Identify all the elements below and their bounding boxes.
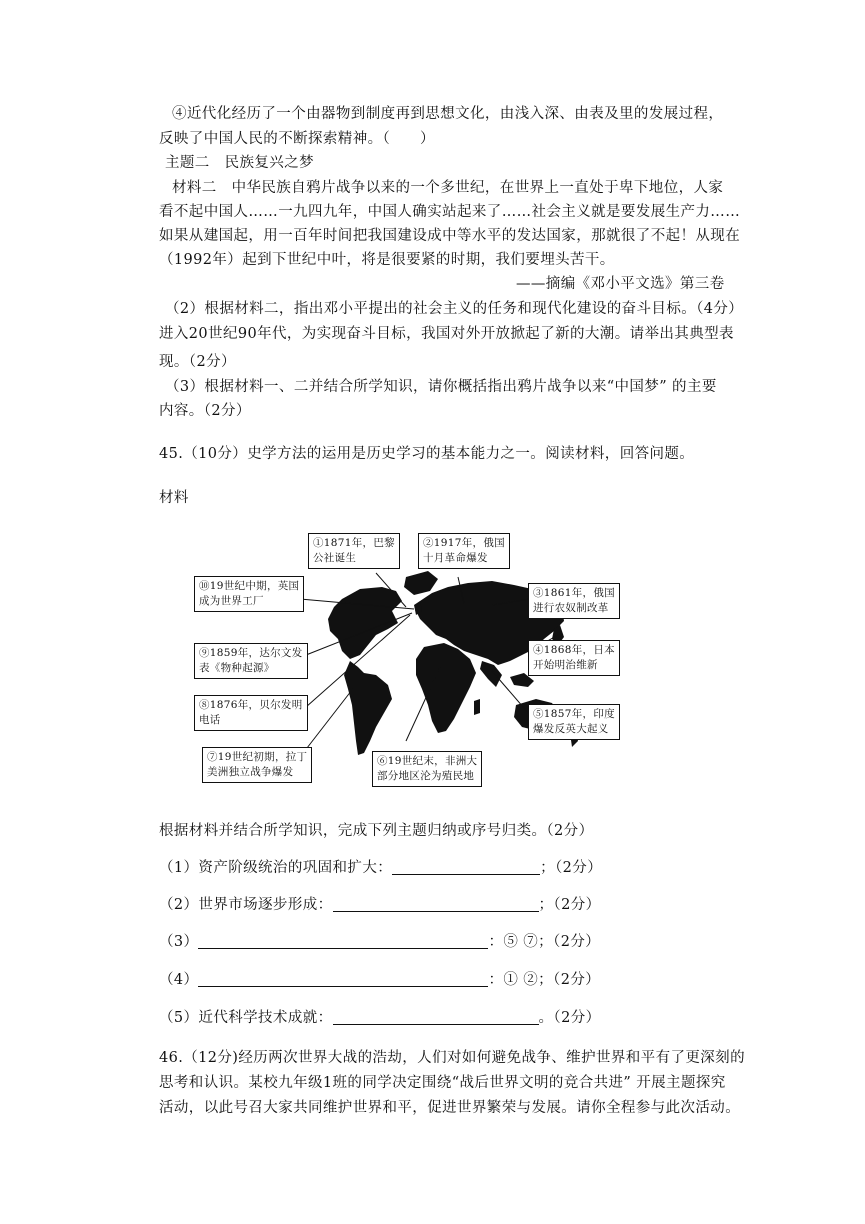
caption-9-line1: ⑨1859年，达尔文发	[199, 647, 303, 659]
item-5-suffix: 。（2分）	[538, 1010, 601, 1026]
caption-2-line1: ②1917年，俄国	[423, 537, 505, 549]
material2-line3: 如果从建国起，用一百年时间把我国建设成中等水平的发达国家，那就很了不起！从现在	[159, 228, 741, 244]
q45-intro: 45.（10分）史学方法的运用是历史学习的基本能力之一。阅读材料，回答问题。	[159, 446, 695, 462]
item-3-suffix: ：⑤ ⑦；（2分）	[488, 934, 601, 950]
caption-9-line2: 表《物种起源》	[199, 662, 275, 674]
question3-line1: （3）根据材料一、二并结合所学知识，请你概括指出鸦片战争以来“中国梦” 的主要	[165, 379, 717, 395]
caption-8-telephone	[194, 695, 308, 731]
caption-7-line2: 美洲独立战争爆发	[207, 766, 294, 778]
q45-material-label: 材料	[159, 490, 189, 506]
material2-line4: （1992年）起到下世纪中叶，将是很要紧的时期，我们要埋头苦干。	[159, 252, 615, 268]
world-map-figure	[192, 527, 620, 795]
statement-4-line2: 反映了中国人民的不断探索精神。（ ）	[159, 131, 435, 147]
item-5-answer-blank[interactable]	[333, 1010, 539, 1025]
caption-2-october-revolution	[418, 533, 510, 569]
caption-8-line2: 电话	[199, 714, 221, 726]
caption-1-line1: ①1871年，巴黎	[313, 537, 395, 549]
caption-1-paris-commune	[308, 533, 400, 569]
item-1-suffix: ；（2分）	[540, 860, 603, 876]
q46-line3: 活动，以此号召大家共同维护世界和平，促进世界繁荣与发展。请你全程参与此次活动。	[159, 1100, 741, 1116]
q45-item-5	[159, 1008, 601, 1028]
material2-line2: 看不起中国人……一九四九年，中国人确实站起来了……社会主义就是要发展生产力……	[159, 204, 741, 220]
item-1-prefix: （1）资产阶级统治的巩固和扩大：	[159, 860, 393, 876]
item-3-prefix: （3）	[159, 934, 199, 950]
caption-5-line1: ⑤1857年，印度	[533, 708, 615, 720]
question3-line2: 内容。（2分）	[159, 403, 251, 419]
caption-1-line2: 公社诞生	[313, 552, 357, 564]
caption-3-line1: ③1861年，俄国	[533, 587, 615, 599]
item-1-answer-blank[interactable]	[392, 860, 540, 875]
item-4-suffix: ：① ②；（2分）	[488, 972, 601, 988]
caption-10-line1: ⑩19世纪中期，英国	[199, 580, 300, 592]
q45-instruction: 根据材料并结合所学知识，完成下列主题归纳或序号归类。（2分）	[159, 823, 594, 839]
caption-6-africa-colonies	[372, 751, 482, 787]
caption-3-line2: 进行农奴制改革	[533, 602, 609, 614]
africa-shape	[416, 643, 476, 733]
question2-line2: 进入20世纪90年代，为实现奋斗目标，我国对外开放掀起了新的大潮。请举出其典型表	[159, 326, 734, 342]
q46-line1: 46.（12分)经历两次世界大战的浩劫，人们对如何避免战争、维护世界和平有了更深刻的	[159, 1050, 745, 1066]
caption-5-line2: 爆发反英大起义	[533, 723, 609, 735]
caption-6-line1: ⑥19世纪末，非洲大	[377, 755, 478, 767]
item-2-answer-blank[interactable]	[333, 897, 539, 912]
caption-7-line1: ⑦19世纪初期，拉丁	[207, 751, 308, 763]
q45-item-4	[159, 970, 600, 990]
caption-2-line2: 十月革命爆发	[423, 552, 488, 564]
caption-4-line2: 开始明治维新	[533, 659, 598, 671]
greenland-shape	[404, 571, 438, 595]
caption-4-line1: ④1868年，日本	[533, 644, 615, 656]
item-2-prefix: （2）世界市场逐步形成：	[159, 897, 333, 913]
question2-line1: （2）根据材料二，指出邓小平提出的社会主义的任务和现代化建设的奋斗目标。（4分）	[165, 301, 744, 317]
madagascar-shape	[474, 699, 480, 715]
question2-line3: 现。（2分）	[159, 354, 236, 370]
caption-5-indian-uprising	[528, 704, 620, 740]
caption-6-line2: 部分地区沦为殖民地	[377, 770, 475, 782]
q46-line2: 思考和认识。某校九年级1班的同学决定围绕“战后世界文明的竞合共进” 开展主题探究	[159, 1075, 726, 1091]
q45-item-1	[159, 858, 602, 878]
item-3-answer-blank[interactable]	[198, 934, 488, 949]
topic2-heading: 主题二 民族复兴之梦	[165, 155, 314, 171]
item-4-answer-blank[interactable]	[198, 972, 488, 987]
item-2-suffix: ；（2分）	[538, 897, 601, 913]
item-4-prefix: （4）	[159, 972, 199, 988]
item-5-prefix: （5）近代科学技术成就：	[159, 1010, 333, 1026]
caption-3-serf-reform	[528, 583, 620, 619]
statement-4-line1: ④近代化经历了一个由器物到制度再到思想文化，由浅入深、由表及里的发展过程，	[172, 106, 724, 122]
south-america-shape	[344, 661, 392, 755]
india-shape	[480, 661, 502, 687]
caption-10-line2: 成为世界工厂	[199, 595, 264, 607]
caption-9-darwin	[194, 643, 308, 679]
q45-item-2	[159, 895, 601, 915]
north-america-shape	[328, 587, 402, 659]
q45-item-3	[159, 932, 600, 952]
caption-8-line1: ⑧1876年，贝尔发明	[199, 699, 303, 711]
caption-7-latin-america	[202, 747, 312, 783]
material2-source: ——摘编《邓小平文选》第三卷	[516, 276, 725, 292]
material2-line1: 材料二 中华民族自鸦片战争以来的一个多世纪，在世界上一直处于卑下地位，人家	[172, 180, 724, 196]
caption-4-meiji	[528, 640, 620, 676]
caption-10-world-factory	[194, 576, 304, 612]
leader-7	[300, 677, 362, 757]
